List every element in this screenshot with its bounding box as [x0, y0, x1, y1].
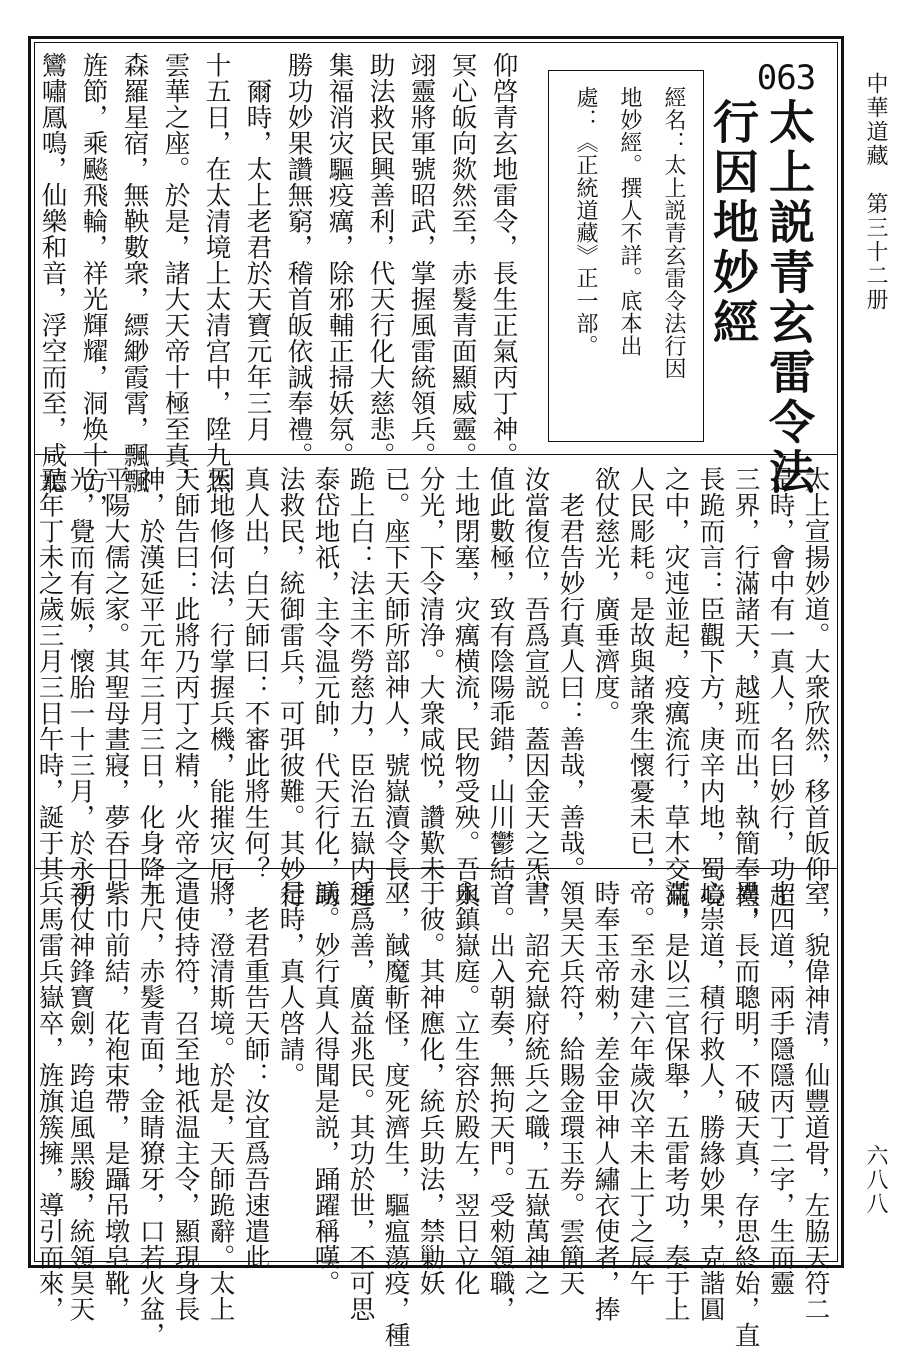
text-column: 時奉玉帝勑，差金甲神人繡衣使者，捧	[590, 880, 621, 1322]
text-column: 汝當復位，吾爲宣説。蓋因金天之炁，	[520, 466, 551, 908]
text-column: 九尺，赤髮青面，金睛獠牙，口若火盆，	[135, 880, 166, 1348]
text-column: 真人出，白天師曰：不審此將生何？	[240, 466, 271, 882]
text-column: 書，詔充嶽府統兵之職，五嶽萬神之	[520, 880, 551, 1296]
text-column: 因地修何法，行掌握兵機，能摧灾厄。	[205, 466, 236, 908]
text-column: 議。妙行真人得聞是説，踊躍稱嘆。	[310, 880, 341, 1296]
text-column: 帝。至永建六年歲次辛未上丁之辰午	[625, 880, 656, 1296]
text-column: 法救民，統御雷兵，可弭彼難。其妙行	[275, 466, 306, 908]
text-column: 十五日，在太清境上太清宫中，陞九炁	[201, 52, 232, 494]
text-column: 永鎮嶽庭。立生容於殿左，翌日立化	[450, 880, 481, 1296]
text-column: 土地閉塞，灾癘横流，民物受殃。吾與	[450, 466, 481, 908]
text-column: 天師告曰：此將乃丙丁之精，火帝之	[170, 466, 201, 882]
sutra-title-line-2: 行因地妙經	[706, 98, 760, 348]
info-line-1: 經名：太上説青玄雷令法行因	[661, 86, 686, 380]
text-column: 種爲善，廣益兆民。其功於世，不可思	[345, 880, 376, 1322]
text-column: 滿，是以三官保舉，五雷考功，奏于上	[660, 880, 691, 1322]
text-column: 助法救民興善利，代天行化大慈悲。	[365, 52, 396, 468]
text-column: 森羅星宿，無鞅數衆，縹緲霞霄，飄飄	[119, 52, 150, 494]
text-column: 老君告妙行真人曰：善哉，善哉。	[555, 466, 586, 882]
page-number: 六八八	[863, 1144, 888, 1216]
text-column: 十四道，兩手隱隱丙丁二字，生而靈	[765, 880, 796, 1296]
text-column: 是時，真人啓請。	[275, 880, 306, 1088]
text-column: 老君重告天師：汝宜爲吾速遣此	[240, 880, 271, 1270]
text-column: 于彼。其神應化，統兵助法，禁勦妖	[415, 880, 446, 1296]
text-column: 室，貌偉神清，仙豐道骨，左脇天符二	[800, 880, 831, 1322]
text-column: 心崇道，積行救人，勝緣妙果，克諧圓	[695, 880, 726, 1322]
text-column: 勝功妙果讚無窮，稽首皈依誠奉禮。	[283, 52, 314, 468]
sutra-title-line-1: 太上説青玄雷令法	[762, 98, 816, 498]
text-column: 首。出入朝奏，無拘天門。受勑領職，	[485, 880, 516, 1322]
text-column: 兵馬雷兵嶽卒，旌旗簇擁，導引而來，	[34, 880, 65, 1322]
text-column: 集福消灾驅疫癘，除邪輔正掃妖氛。	[324, 52, 355, 468]
text-column: 光，覺而有娠，懷胎一十三月，於永初	[65, 466, 96, 908]
text-column: 人民彫耗。是故與諸衆生懷憂未已，	[625, 466, 656, 882]
text-column: 鸞嘯鳳鳴，仙樂和音，浮空而至，咸聽	[37, 52, 68, 494]
collection-name: 中華道藏	[863, 72, 888, 168]
text-column: 將，澄清斯境。於是，天師跪辭。太上	[205, 880, 236, 1322]
collection-volume-label	[860, 72, 891, 312]
text-column: 雲華之座。於是，諸大天帝十極至真，	[160, 52, 191, 494]
text-column: 異，長而聰明，不破天真，存思終始，直	[730, 880, 761, 1348]
text-column: 仰啓青玄地雷令，長生正氣丙丁神。	[488, 52, 519, 468]
text-column: 太上宣揚妙道。大衆欣然，移首皈仰。	[800, 466, 831, 908]
text-column: 跪上白：法主不勞慈力，臣治五嶽内之	[345, 466, 376, 908]
text-column: 翊靈將軍號昭武，掌握風雷統領兵。	[406, 52, 437, 468]
info-line-3: 處：《正統道藏》正一部。	[573, 86, 598, 358]
text-column: 欲仗慈光，廣垂濟度。	[590, 466, 621, 726]
text-column: 遣使持符，召至地祇温主令，顯現身長	[170, 880, 201, 1322]
volume-number: 第三十二册	[863, 192, 888, 312]
text-column: 分光，下令清浄。大衆咸悦，讚歎未	[415, 466, 446, 882]
text-column: 神，於漢延平元年三月三日，化身降于	[135, 466, 166, 908]
text-column: 元年丁未之歲三月三日午時，誕于其	[34, 466, 65, 882]
text-column: 泰岱地祇，主令温元帥，代天行化，助	[310, 466, 341, 908]
text-column: 冥心皈向欻然至，赤髮青面顯威靈。	[447, 52, 478, 468]
text-column: 長跪而言：臣觀下方，庚辛内地，蜀境	[695, 466, 726, 908]
text-column: 旌節，乘飈飛輪，祥光輝耀，洞焕十方，	[78, 52, 109, 520]
info-line-2: 地妙經。撰人不詳。底本出	[617, 86, 642, 358]
text-column: 已。座下天師所部神人，號嶽瀆令長，	[380, 466, 411, 908]
text-column: 三界，行滿諸天，越班而出，執簡奉禮，	[730, 466, 761, 934]
sutra-number: 063	[756, 58, 816, 98]
text-column: 巫，馘魔斬怪，度死濟生，驅瘟蕩疫，種	[380, 880, 411, 1348]
text-column: 之中，灾迍並起，疫癘流行，草木交荒，	[660, 466, 691, 934]
text-column: 紫巾前結，花袍束帶，是躡吊墩皂靴，	[100, 880, 131, 1322]
text-column: 手仗神鋒寶劍，跨追風黑駿，統領昊天	[65, 880, 96, 1322]
text-column: 平陽大儒之家。其聖母晝寢，夢吞日	[100, 466, 131, 882]
text-column: 爾時，太上老君於天寶元年三月	[242, 52, 273, 442]
text-column: 是時，會中有一真人，名曰妙行，功超	[765, 466, 796, 908]
text-column: 值此數極，致有陰陽乖錯，山川鬱結，	[485, 466, 516, 908]
text-column: 領昊天兵符，給賜金環玉券。雲簡天	[555, 880, 586, 1296]
